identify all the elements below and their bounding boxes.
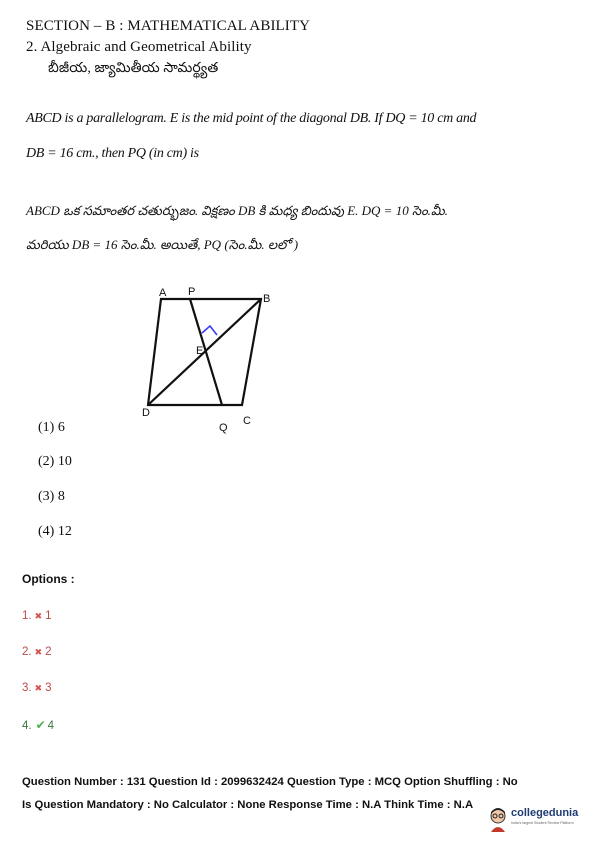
question-telugu-line-2: మరియు DB = 16 సెం.మీ. అయితే, PQ (సెం.మీ. లలో ): [26, 237, 299, 252]
question-text-line-1: ABCD is a parallelogram. E is the mid point of the diagonal DB. If DQ = 10 cm and: [26, 111, 477, 126]
question-metadata-line-1: Question Number : 131 Question Id : 2099632424 Question Type : MCQ Option Shuffling : No: [22, 776, 518, 788]
point-label-q: Q: [219, 422, 228, 434]
question-metadata-line-2: Is Question Mandatory : No Calculator : None Response Time : N.A Think Time : N.A: [22, 799, 474, 811]
point-label-e: E: [196, 345, 204, 357]
cross-icon: ✖: [34, 683, 43, 693]
collegedunia-logo: [487, 802, 587, 838]
point-label-p: P: [188, 286, 196, 298]
option-1: [22, 610, 52, 622]
option-value: 2: [45, 646, 52, 658]
subsection-title: 2. Algebraic and Geometrical Ability: [26, 39, 252, 55]
option-value: 4: [47, 720, 55, 732]
segment-pq: [190, 299, 222, 405]
vertex-label-a: A: [159, 287, 167, 299]
subsection-title-telugu: బీజీయ, జ్యామితీయ సామర్థ్యత: [48, 61, 219, 76]
logo-tagline: India's largest Student Review Platform: [511, 821, 574, 825]
vertex-label-b: B: [263, 293, 271, 305]
option-value: 3: [45, 682, 52, 694]
options-heading: Options :: [22, 572, 75, 586]
option-number: 3.: [22, 682, 32, 694]
check-icon: ✔: [35, 718, 46, 732]
option-value: 1: [45, 610, 52, 622]
option-number: 1.: [22, 610, 32, 622]
option-4: [22, 718, 54, 732]
option-3: [22, 682, 52, 694]
parallelogram-figure: [130, 280, 290, 440]
mascot-icon: [487, 806, 509, 832]
option-2: [22, 646, 52, 658]
vertex-label-c: C: [243, 415, 251, 427]
section-title: SECTION – B : MATHEMATICAL ABILITY: [26, 18, 311, 34]
choice-1: (1) 6: [38, 420, 65, 435]
choice-3: (3) 8: [38, 489, 65, 504]
question-telugu-line-1: ABCD ఒక సమాంతర చతుర్భుజం. విక్షణం DB కి మధ్య బిందువు E. DQ = 10 సెం.మీ.: [26, 203, 448, 218]
choice-4: (4) 12: [38, 524, 72, 539]
logo-wordmark: collegedunia: [511, 807, 579, 819]
cross-icon: ✖: [34, 647, 43, 657]
option-number: 4.: [22, 720, 32, 732]
cross-icon: ✖: [34, 611, 43, 621]
vertex-label-d: D: [142, 407, 150, 419]
choice-2: (2) 10: [38, 454, 72, 469]
option-number: 2.: [22, 646, 32, 658]
question-text-line-2: DB = 16 cm., then PQ (in cm) is: [26, 146, 199, 161]
right-angle-marker: [202, 326, 217, 335]
